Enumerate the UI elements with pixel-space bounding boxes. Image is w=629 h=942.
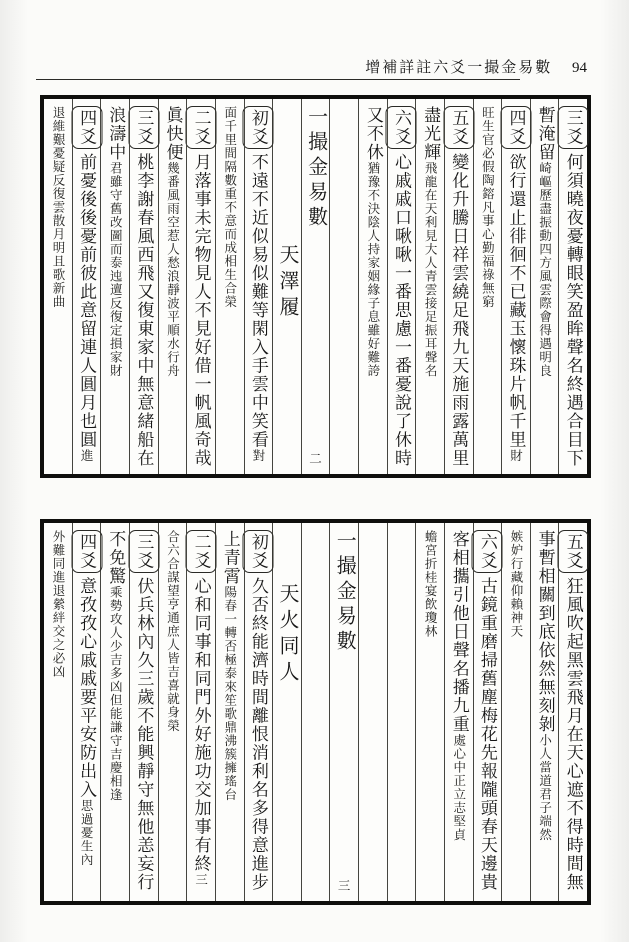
yao-label: 三爻 [558, 106, 589, 149]
verse-column [44, 99, 73, 474]
verse-text: 不遠不近似易似難等閑入手雲中笑看 [248, 153, 268, 449]
verse-column [187, 99, 216, 474]
commentary-text: 進 [79, 449, 94, 463]
verse-text: 伏兵林內久三歲不能興靜守無他恙妄行 [134, 577, 154, 892]
verse-column [416, 523, 445, 901]
yao-label: 四爻 [71, 530, 102, 573]
verse-text: 又不休 [363, 106, 383, 162]
vertical-text [473, 106, 501, 309]
vertical-text [186, 106, 217, 468]
vertical-text [128, 106, 159, 468]
hexagram-name: 天澤履 [275, 244, 298, 322]
folio-number: 二 [309, 452, 322, 466]
verse-column [445, 99, 474, 474]
verse-column [101, 99, 130, 474]
verse-text: 久否終能濟時間離恨消利名多得意進步 [248, 577, 268, 892]
commentary-text: 君雖守舊改圖而泰迍邅反復定損家財 [108, 161, 123, 378]
yao-label: 四爻 [71, 106, 102, 149]
commentary-text: 處心中正立志堅貞 [451, 733, 466, 842]
vertical-text [500, 106, 531, 463]
volume-title-column [302, 99, 331, 474]
vertical-text [243, 106, 274, 463]
volume-title-column [330, 523, 359, 901]
verse-text: 狂風吹起黑雲飛月在天心遮不得時間無 [563, 577, 583, 892]
verse-column [73, 99, 102, 474]
verse-column [416, 99, 445, 474]
vertical-text [71, 106, 102, 463]
verse-column [531, 523, 560, 901]
verse-text: 盡光輝 [421, 106, 441, 162]
verse-column [359, 99, 388, 474]
verse-column [531, 99, 560, 474]
verse-text: 心戚戚口啾啾一番思慮一番憂說了休時 [391, 153, 411, 468]
vertical-text [502, 530, 530, 638]
book-title-text: 一撮金易數 [304, 106, 327, 231]
verse-text: 浪濤中 [106, 106, 126, 162]
yao-label: 初爻 [243, 106, 274, 149]
vertical-text [243, 530, 274, 892]
book-title-text: 一撮金易數 [333, 530, 356, 655]
commentary-text: 崎嶇歷盡振動四方風雲際會得遇明良 [537, 161, 552, 378]
verse-column [187, 523, 216, 901]
verse-text: 桃李謝春風西飛又復東家中無意緒船在 [134, 153, 154, 468]
verse-text: 月落事未完物見人不見好借一帆風奇哉 [191, 153, 211, 468]
vertical-text [302, 106, 330, 231]
commentary-text: 面千里間隔數重不意而成相生合榮 [222, 106, 237, 309]
vertical-text [445, 530, 473, 842]
vertical-text [359, 106, 387, 378]
vertical-text [101, 106, 129, 378]
vertical-text [71, 530, 102, 867]
vertical-text [44, 106, 72, 309]
vertical-text [386, 106, 417, 468]
verse-text: 不免驚 [106, 530, 126, 586]
vertical-text [416, 530, 444, 638]
yao-label: 三爻 [128, 106, 159, 149]
verse-column [216, 523, 245, 901]
vertical-text [416, 106, 444, 378]
commentary-text: 猶豫不決陰人持家姻緣子息雖好難誇 [365, 161, 380, 378]
vertical-text [443, 106, 474, 468]
commentary-text: 思過憂生內 [79, 799, 94, 867]
header-rule [36, 79, 520, 80]
verse-text: 暫淹留 [535, 106, 555, 162]
vertical-text [101, 530, 129, 802]
verse-column [445, 523, 474, 901]
yao-label: 二爻 [186, 530, 217, 573]
commentary-text: 蟾宮折桂宴飲瓊林 [423, 530, 438, 638]
folio-number: 三 [337, 879, 351, 893]
commentary-text: 飛龍在天利見大人青雲接足振耳聲名 [423, 161, 438, 378]
upper-half-page-frame [40, 95, 591, 478]
vertical-text [273, 583, 301, 687]
commentary-text: 外難同進退縈絆交之必凶 [50, 530, 65, 679]
verse-column [502, 523, 531, 901]
yao-label: 四爻 [500, 106, 531, 149]
vertical-text [186, 530, 217, 887]
verse-column [502, 99, 531, 474]
hexagram-name: 天火同人 [275, 583, 298, 687]
commentary-text: 退維艱憂疑反復雲散月明且歌新曲 [50, 106, 65, 309]
verse-column [388, 99, 417, 474]
vertical-text [330, 530, 358, 655]
verse-column [73, 523, 102, 901]
yao-label: 五爻 [443, 106, 474, 149]
commentary-text: 旺生官必假陶鎔凡事心勤福祿無窮 [480, 106, 495, 309]
vertical-text [273, 244, 301, 322]
verse-column [130, 99, 159, 474]
vertical-text [558, 106, 589, 468]
vertical-text [558, 530, 589, 892]
hexagram-title-column [273, 523, 302, 901]
verse-column [559, 99, 587, 474]
vertical-text [472, 530, 503, 892]
verse-text: 上青霄 [220, 530, 240, 586]
lower-half-page-frame [40, 519, 591, 905]
yao-label: 五爻 [558, 530, 589, 573]
vertical-text [158, 106, 186, 378]
empty-column [302, 523, 331, 901]
commentary-text: 合六合謀望亨通庶人皆吉喜就身榮 [165, 530, 180, 733]
commentary-text: 乘勢攻人少吉多凶但能謙守吉慶相逢 [108, 585, 123, 802]
empty-column [388, 523, 417, 901]
commentary-text: 財 [508, 449, 523, 463]
vertical-text [216, 106, 244, 309]
yao-label: 初爻 [243, 530, 274, 573]
vertical-text [531, 106, 559, 378]
vertical-text [128, 530, 159, 892]
verse-text: 意孜孜心戚戚要平安防出入 [77, 577, 97, 799]
verse-text: 眞快便 [163, 106, 183, 162]
verse-column [44, 523, 73, 901]
verse-column [245, 523, 274, 901]
verse-column [159, 99, 188, 474]
verse-column [474, 99, 503, 474]
page-number: 94 [572, 60, 587, 76]
yao-label: 二爻 [186, 106, 217, 149]
verse-text: 前憂後後憂前彼此意留連人圓月也圓 [77, 153, 97, 449]
verse-column [159, 523, 188, 901]
verse-text: 古鏡重磨掃舊塵梅花先報隴頭春天邊貴 [477, 577, 497, 892]
verse-column [101, 523, 130, 901]
yao-label: 三爻 [128, 530, 159, 573]
commentary-text: 幾番風雨空惹人愁浪靜波平順水行舟 [165, 161, 180, 378]
verse-column [130, 523, 159, 901]
empty-column [330, 99, 359, 474]
verse-column [245, 99, 274, 474]
yao-label: 六爻 [472, 530, 503, 573]
commentary-text: 陽春一轉否極泰來笙歌鼎沸簇擁瑤台 [222, 585, 237, 802]
verse-column [474, 523, 503, 901]
verse-text: 客相攜引他日聲名播九重 [449, 530, 469, 734]
yao-label: 六爻 [386, 106, 417, 149]
running-header-title: 增補詳註六爻一撮金易數 [365, 60, 553, 76]
vertical-text [158, 530, 186, 733]
commentary-text: 嫉妒行藏仰賴神天 [508, 530, 523, 638]
commentary-text: 小人當道君子端然 [537, 733, 552, 842]
verse-text: 心和同事和同門外好施功交加事有終 [191, 577, 211, 873]
commentary-text: 三 [193, 873, 208, 887]
running-header [0, 56, 587, 78]
verse-column [216, 99, 245, 474]
commentary-text: 對 [250, 449, 265, 463]
verse-text: 事暫相關到底依然無刻剝 [535, 530, 555, 734]
vertical-text [44, 530, 72, 679]
empty-column [359, 523, 388, 901]
verse-column [559, 523, 587, 901]
vertical-text [531, 530, 559, 842]
verse-text: 何須曉夜憂轉眼笑盈眸聲名終遇合目下 [563, 153, 583, 468]
verse-text: 欲行還止徘徊不已藏玉懷珠片帆千里 [506, 153, 526, 449]
verse-text: 變化升騰日祥雲繞足飛九天施雨露萬里 [449, 153, 469, 468]
vertical-text [216, 530, 244, 802]
hexagram-title-column [273, 99, 302, 474]
